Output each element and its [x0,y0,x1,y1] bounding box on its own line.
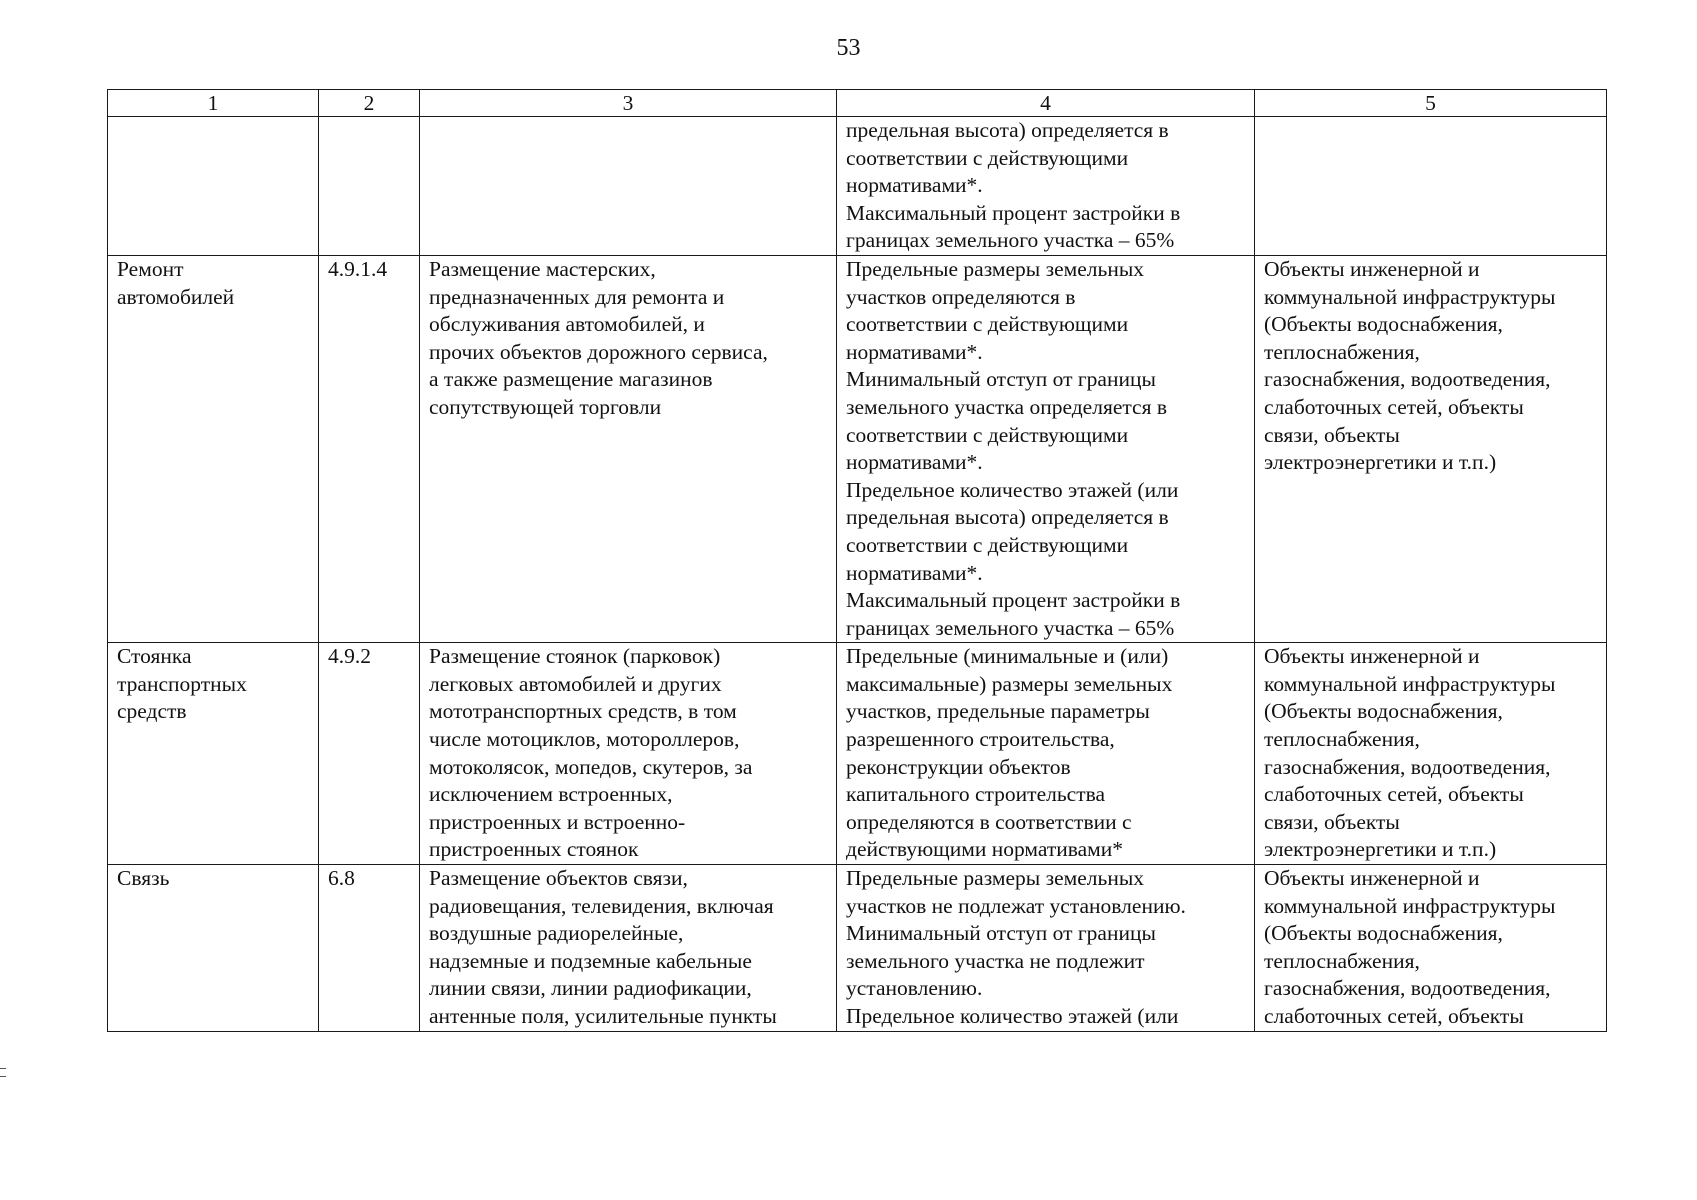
cell-text-line: границах земельного участка – 65% [846,228,1175,253]
cell-text-line: границах земельного участка – 65% [846,615,1175,640]
column-header-1: 1 [108,90,319,117]
cell-text-line: связи, объекты [1264,809,1400,834]
cell-text-line: теплоснабжения, [1264,948,1420,973]
cell-text-line: антенные поля, усилительные пункты [429,1004,777,1028]
cell-text-line: Минимальный отступ от границы [846,921,1156,946]
cell-text-line: прочих объектов дорожного сервиса, [429,339,768,364]
cell-text-line: участков, предельные параметры [846,699,1150,724]
cell-text-line: исключением встроенных, [429,782,673,807]
cell-text-line: Связь [117,866,170,891]
cell-text-line: определяются в соответствии с [846,809,1132,834]
cell-text-line: действующими нормативами* [846,837,1124,862]
cell-text-line: электроэнергетики и т.п.) [1264,837,1497,862]
column-header-2: 2 [319,90,420,117]
cell-text-line: установлению. [846,976,983,1001]
table-body [108,117,1607,1032]
cell-text-line: соответствии с действующими [846,422,1129,447]
cell-text-line: числе мотоциклов, мотороллеров, [429,727,740,752]
cell-text-line: слаботочных сетей, объекты [1264,782,1524,807]
cell-text-line: соответствии с действующими [846,532,1129,557]
cell-text-line: пристроенных и встроенно- [429,809,686,834]
cell-text-line: Минимальный отступ от границы [846,367,1156,392]
cell-text-line: Предельные (минимальные и (или) [846,644,1169,669]
cell-text-line: электроэнергетики и т.п.) [1264,450,1497,475]
page-number: 53 [836,35,861,61]
objects-cell [1255,255,1607,642]
cell-text-line: слаботочных сетей, объекты [1264,394,1524,419]
cell-text-line: линии связи, линии радиофикации, [429,976,752,1001]
cell-text-line: надземные и подземные кабельные [429,948,752,973]
column-header-4: 4 [837,90,1255,117]
use-name-cell [108,255,319,642]
cell-text-line: нормативами*. [846,173,983,198]
land-use-table [107,89,1607,1032]
cell-text-line: (Объекты водоснабжения, [1264,921,1503,946]
cell-text-line: газоснабжения, водоотведения, [1264,367,1551,392]
cell-text-line: Максимальный процент застройки в [846,588,1181,613]
cell-text-line: Объекты инженерной и [1264,866,1480,891]
cell-text-line: участков не подлежат установлению. [846,893,1186,918]
cell-text-line: мотоколясок, мопедов, скутеров, за [429,754,753,779]
cell-text-line: Ремонт [117,256,184,281]
cell-text-line: предназначенных для ремонта и [429,284,725,309]
cell-text-line: теплоснабжения, [1264,339,1420,364]
cell-text-line: Предельные размеры земельных [846,256,1145,281]
column-header-5: 5 [1255,90,1607,117]
table-row [108,255,1607,642]
cell-text-line: а также размещение магазинов [429,367,713,392]
cell-text-line: Объекты инженерной и [1264,256,1480,281]
objects-cell [1255,865,1607,1032]
cell-text-line: теплоснабжения, [1264,727,1420,752]
objects-cell [1255,643,1607,865]
cell-text-line: газоснабжения, водоотведения, [1264,754,1551,779]
cell-text-line: пристроенных стоянок [429,837,639,862]
cell-text-line: Предельное количество этажей (или [846,1004,1179,1028]
table-row [108,117,1607,256]
parameters-cell [837,865,1255,1032]
cell-text-line: воздушные радиорелейные, [429,921,684,946]
cell-text-line: нормативами*. [846,450,983,475]
cell-text-line: участков определяются в [846,284,1076,309]
cell-text-line: обслуживания автомобилей, и [429,312,705,337]
cell-text-line: (Объекты водоснабжения, [1264,312,1503,337]
cell-text-line: предельная высота) определяется в [846,505,1169,530]
cell-text-line: нормативами*. [846,560,983,585]
use-code-cell [319,255,420,642]
table-row [108,643,1607,865]
use-name-cell [108,117,319,256]
cell-text-line: соответствии с действующими [846,145,1129,170]
cell-text-line: максимальные) размеры земельных [846,671,1173,696]
cell-text-line: автомобилей [117,284,235,309]
use-name-cell [108,865,319,1032]
header-row [108,90,1607,117]
cell-text-line: транспортных [117,671,247,696]
cell-text-line: коммунальной инфраструктуры [1264,671,1556,696]
cell-text-line: коммунальной инфраструктуры [1264,284,1556,309]
cell-text-line: Размещение объектов связи, [429,866,688,891]
use-code-cell [319,117,420,256]
cell-text-line: слаботочных сетей, объекты [1264,1004,1524,1028]
cell-text-line: Максимальный процент застройки в [846,200,1181,225]
parameters-cell [837,255,1255,642]
objects-cell [1255,117,1607,256]
cell-text-line: сопутствующей торговли [429,394,662,419]
cell-text-line: средств [117,699,187,724]
table-row [108,865,1607,1032]
cell-text-line: мототранспортных средств, в том [429,699,737,724]
parameters-cell [837,643,1255,865]
cell-text-line: Стоянка [117,644,192,669]
cell-text-line: земельного участка определяется в [846,394,1167,419]
cell-text-line: 6.8 [328,866,355,891]
cell-text-line: газоснабжения, водоотведения, [1264,976,1551,1001]
cell-text-line: предельная высота) определяется в [846,118,1169,142]
cell-text-line: легковых автомобилей и других [429,671,722,696]
description-cell [420,117,837,256]
cell-text-line: Размещение мастерских, [429,256,656,281]
cell-text-line: Объекты инженерной и [1264,644,1480,669]
cell-text-line: коммунальной инфраструктуры [1264,893,1556,918]
cell-text-line: (Объекты водоснабжения, [1264,699,1503,724]
use-name-cell [108,643,319,865]
use-code-cell [319,865,420,1032]
cell-text-line: земельного участка не подлежит [846,948,1145,973]
use-code-cell [319,643,420,865]
parameters-cell [837,117,1255,256]
scan-edge-marks [0,1068,6,1084]
cell-text-line: Предельные размеры земельных [846,866,1145,891]
cell-text-line: связи, объекты [1264,422,1400,447]
cell-text-line: Размещение стоянок (парковок) [429,644,721,669]
description-cell [420,255,837,642]
description-cell [420,865,837,1032]
cell-text-line: Предельное количество этажей (или [846,477,1179,502]
cell-text-line: 4.9.1.4 [328,256,388,281]
column-header-3: 3 [420,90,837,117]
cell-text-line: нормативами*. [846,339,983,364]
cell-text-line: реконструкции объектов [846,754,1071,779]
description-cell [420,643,837,865]
cell-text-line: соответствии с действующими [846,312,1129,337]
cell-text-line: капитального строительства [846,782,1106,807]
cell-text-line: разрешенного строительства, [846,727,1115,752]
cell-text-line: радиовещания, телевидения, включая [429,893,774,918]
cell-text-line: 4.9.2 [328,644,371,669]
